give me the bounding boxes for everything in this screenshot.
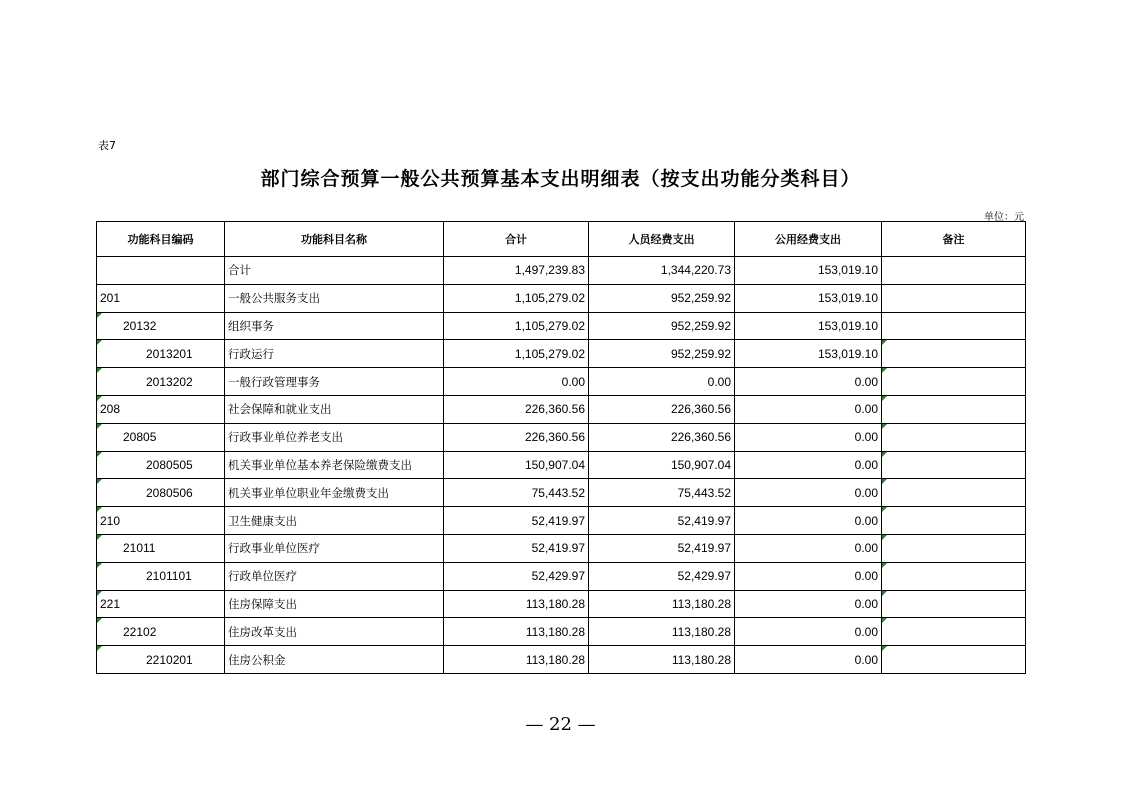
cell-personnel: 150,907.04 bbox=[589, 451, 735, 479]
cell-code: 2080505 bbox=[97, 451, 225, 479]
cell-personnel: 0.00 bbox=[589, 368, 735, 396]
cell-total: 52,429.97 bbox=[444, 562, 589, 590]
cell-total: 1,105,279.02 bbox=[444, 312, 589, 340]
cell-name: 住房保障支出 bbox=[225, 590, 444, 618]
cell-remark bbox=[882, 395, 1026, 423]
cell-remark bbox=[882, 507, 1026, 535]
page-number: — 22 — bbox=[525, 714, 596, 735]
header-name: 功能科目名称 bbox=[225, 222, 444, 257]
cell-remark bbox=[882, 479, 1026, 507]
cell-name: 行政单位医疗 bbox=[225, 562, 444, 590]
cell-public: 153,019.10 bbox=[735, 340, 882, 368]
table-row bbox=[97, 368, 1026, 396]
cell-code: 2101101 bbox=[97, 562, 225, 590]
cell-public: 153,019.10 bbox=[735, 257, 882, 285]
budget-table bbox=[96, 221, 1026, 674]
table-row bbox=[97, 479, 1026, 507]
cell-total: 226,360.56 bbox=[444, 395, 589, 423]
cell-public: 0.00 bbox=[735, 618, 882, 646]
cell-name: 社会保障和就业支出 bbox=[225, 395, 444, 423]
cell-name: 机关事业单位基本养老保险缴费支出 bbox=[225, 451, 444, 479]
table-number: 表7 bbox=[98, 139, 116, 152]
cell-code bbox=[97, 257, 225, 285]
table-header-row bbox=[97, 222, 1026, 257]
cell-personnel: 52,419.97 bbox=[589, 534, 735, 562]
header-personnel: 人员经费支出 bbox=[589, 222, 735, 257]
cell-personnel: 113,180.28 bbox=[589, 590, 735, 618]
cell-name: 行政事业单位医疗 bbox=[225, 534, 444, 562]
cell-public: 0.00 bbox=[735, 646, 882, 674]
table-row bbox=[97, 451, 1026, 479]
table-row bbox=[97, 507, 1026, 535]
cell-public: 0.00 bbox=[735, 451, 882, 479]
cell-name: 一般行政管理事务 bbox=[225, 368, 444, 396]
table-row bbox=[97, 284, 1026, 312]
cell-public: 0.00 bbox=[735, 507, 882, 535]
header-code: 功能科目编码 bbox=[97, 222, 225, 257]
cell-code: 210 bbox=[97, 507, 225, 535]
table-row bbox=[97, 646, 1026, 674]
table-row bbox=[97, 423, 1026, 451]
cell-code: 21011 bbox=[97, 534, 225, 562]
cell-personnel: 113,180.28 bbox=[589, 618, 735, 646]
cell-code: 208 bbox=[97, 395, 225, 423]
cell-code: 2013202 bbox=[97, 368, 225, 396]
cell-name: 机关事业单位职业年金缴费支出 bbox=[225, 479, 444, 507]
cell-remark bbox=[882, 423, 1026, 451]
header-public: 公用经费支出 bbox=[735, 222, 882, 257]
cell-public: 0.00 bbox=[735, 479, 882, 507]
cell-name: 行政运行 bbox=[225, 340, 444, 368]
cell-name: 住房改革支出 bbox=[225, 618, 444, 646]
cell-personnel: 75,443.52 bbox=[589, 479, 735, 507]
cell-total: 226,360.56 bbox=[444, 423, 589, 451]
cell-public: 0.00 bbox=[735, 423, 882, 451]
cell-code: 2013201 bbox=[97, 340, 225, 368]
cell-remark bbox=[882, 312, 1026, 340]
cell-public: 0.00 bbox=[735, 395, 882, 423]
cell-total: 52,419.97 bbox=[444, 534, 589, 562]
cell-remark bbox=[882, 340, 1026, 368]
cell-personnel: 952,259.92 bbox=[589, 340, 735, 368]
cell-personnel: 226,360.56 bbox=[589, 395, 735, 423]
cell-code: 221 bbox=[97, 590, 225, 618]
cell-total: 150,907.04 bbox=[444, 451, 589, 479]
unit-label: 单位：元 bbox=[984, 212, 1024, 223]
cell-public: 153,019.10 bbox=[735, 312, 882, 340]
cell-public: 0.00 bbox=[735, 368, 882, 396]
cell-total: 75,443.52 bbox=[444, 479, 589, 507]
cell-public: 0.00 bbox=[735, 534, 882, 562]
cell-remark bbox=[882, 368, 1026, 396]
cell-personnel: 226,360.56 bbox=[589, 423, 735, 451]
table-row bbox=[97, 590, 1026, 618]
header-remark: 备注 bbox=[882, 222, 1026, 257]
cell-remark bbox=[882, 534, 1026, 562]
cell-name: 行政事业单位养老支出 bbox=[225, 423, 444, 451]
cell-remark bbox=[882, 562, 1026, 590]
cell-remark bbox=[882, 451, 1026, 479]
cell-total: 1,105,279.02 bbox=[444, 284, 589, 312]
cell-personnel: 113,180.28 bbox=[589, 646, 735, 674]
table-row bbox=[97, 340, 1026, 368]
table-row bbox=[97, 534, 1026, 562]
cell-total: 52,419.97 bbox=[444, 507, 589, 535]
cell-name: 组织事务 bbox=[225, 312, 444, 340]
cell-name: 卫生健康支出 bbox=[225, 507, 444, 535]
cell-total: 0.00 bbox=[444, 368, 589, 396]
cell-remark bbox=[882, 284, 1026, 312]
table-row bbox=[97, 312, 1026, 340]
cell-code: 20805 bbox=[97, 423, 225, 451]
cell-code: 2080506 bbox=[97, 479, 225, 507]
cell-code: 20132 bbox=[97, 312, 225, 340]
cell-personnel: 952,259.92 bbox=[589, 284, 735, 312]
cell-code: 22102 bbox=[97, 618, 225, 646]
cell-total: 1,105,279.02 bbox=[444, 340, 589, 368]
cell-name: 合计 bbox=[225, 257, 444, 285]
table-row bbox=[97, 618, 1026, 646]
cell-personnel: 952,259.92 bbox=[589, 312, 735, 340]
cell-remark bbox=[882, 646, 1026, 674]
table-row bbox=[97, 257, 1026, 285]
cell-personnel: 52,419.97 bbox=[589, 507, 735, 535]
cell-remark bbox=[882, 618, 1026, 646]
cell-remark bbox=[882, 590, 1026, 618]
header-total: 合计 bbox=[444, 222, 589, 257]
cell-total: 113,180.28 bbox=[444, 618, 589, 646]
cell-personnel: 1,344,220.73 bbox=[589, 257, 735, 285]
cell-name: 住房公积金 bbox=[225, 646, 444, 674]
table-row bbox=[97, 562, 1026, 590]
cell-public: 0.00 bbox=[735, 562, 882, 590]
cell-total: 1,497,239.83 bbox=[444, 257, 589, 285]
document-title: 部门综合预算一般公共预算基本支出明细表（按支出功能分类科目） bbox=[260, 168, 861, 190]
cell-code: 201 bbox=[97, 284, 225, 312]
cell-public: 153,019.10 bbox=[735, 284, 882, 312]
cell-remark bbox=[882, 257, 1026, 285]
table-row bbox=[97, 395, 1026, 423]
cell-name: 一般公共服务支出 bbox=[225, 284, 444, 312]
cell-code: 2210201 bbox=[97, 646, 225, 674]
cell-personnel: 52,429.97 bbox=[589, 562, 735, 590]
cell-public: 0.00 bbox=[735, 590, 882, 618]
cell-total: 113,180.28 bbox=[444, 590, 589, 618]
cell-total: 113,180.28 bbox=[444, 646, 589, 674]
